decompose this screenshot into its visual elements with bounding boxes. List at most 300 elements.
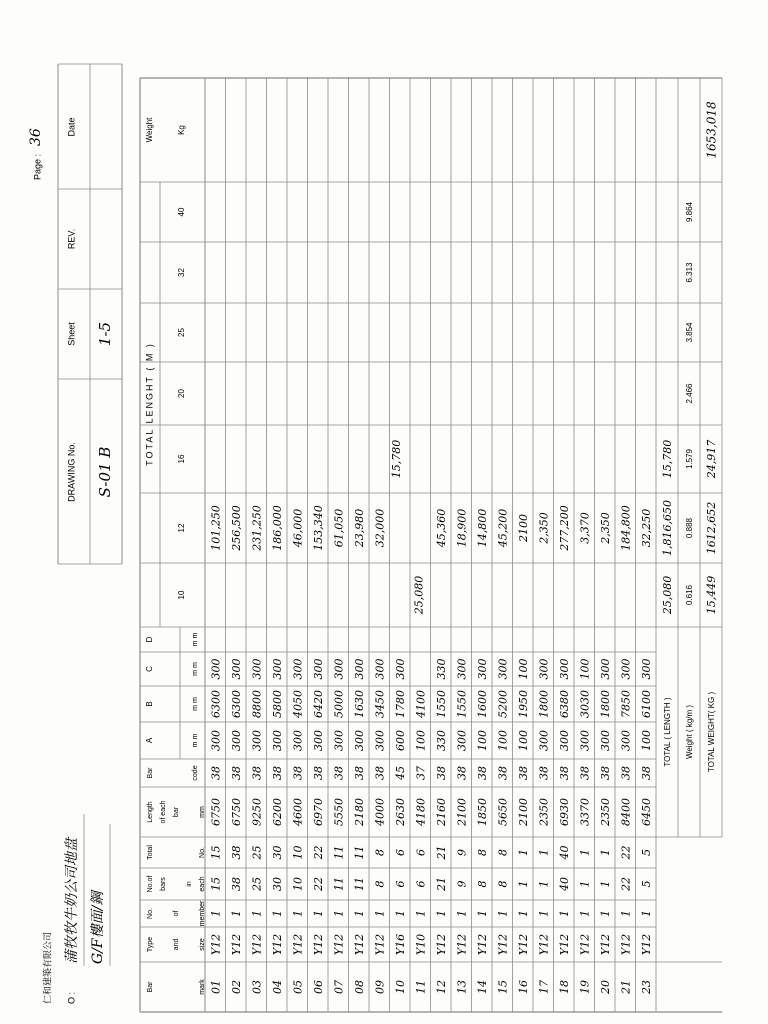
cell-total: 8 [373,849,387,856]
drawing-label: DRAWING No. [66,442,77,502]
cell-type: Y12 [311,933,325,956]
cell-total: 30 [270,845,284,860]
company-name: 仁和建築有限公司 [42,931,53,1004]
cell-a: 300 [311,730,325,751]
cell-b: 5800 [270,690,284,718]
cell-b: 7850 [619,690,633,718]
cell-bars: 1 [598,880,612,888]
cell-b: 3450 [373,690,387,718]
cell-b: 4050 [291,690,305,718]
header-label: each [198,876,206,892]
cell-b: 6100 [639,690,653,718]
diameter-16: 16 [177,454,187,464]
cell-mark: 21 [619,980,633,994]
cell-code: 38 [639,766,653,780]
cell-type: Y12 [455,933,469,956]
cell-a: 300 [332,730,346,751]
weight-per-m-d12: 0.888 [685,517,695,539]
cell-a: 300 [537,730,551,751]
cell-c: 300 [496,658,510,680]
cell-members: 1 [332,910,346,917]
cell-bars: 21 [434,877,448,891]
project-prefix: O : [66,991,77,1004]
cell-b: 1800 [537,690,551,718]
cell-length: 2100 [516,798,530,826]
cell-type: Y12 [209,933,223,956]
cell-a: 330 [434,730,448,751]
dim-unit-a: m m [191,733,199,748]
header-label: Bar [146,981,154,993]
cell-a: 300 [557,730,571,751]
shape-header: Bar [146,767,154,779]
cell-b: 1780 [393,690,407,718]
cell-mark: 11 [414,980,428,994]
cell-total: 10 [291,845,305,860]
header-label: member [198,900,206,927]
cell-code: 37 [414,766,428,780]
grand-total-weight: 1653,018 [704,101,719,159]
cell-c: 300 [352,658,366,680]
total-weight-d12: 1612,652 [705,501,718,555]
cell-bars: 5 [639,880,653,888]
cell-length: 4180 [414,798,428,826]
total-weight-d16: 24,917 [705,439,718,479]
cell-mark: 08 [352,980,366,994]
cell-length: 6750 [229,798,243,826]
header-label: bars [159,877,167,891]
diameter-20: 20 [177,389,187,398]
cell-mark: 16 [516,980,530,994]
cell-length: 2100 [455,798,469,826]
cell-a: 300 [598,730,612,751]
cell-members: 1 [393,910,407,917]
cell-members: 1 [639,910,653,917]
cell-code: 38 [537,766,551,780]
cell-length: 2350 [537,798,551,826]
cell-length: 2630 [393,798,407,826]
cell-members: 1 [373,910,387,917]
cell-a: 100 [496,730,510,751]
cell-tl12: 231,250 [250,505,264,551]
cell-code: 38 [311,766,325,780]
diameter-32: 32 [177,268,187,277]
cell-bars: 40 [557,877,571,891]
sheet-number: 1-5 [96,321,114,347]
cell-mark: 14 [475,980,489,994]
cell-mark: 02 [229,980,243,994]
cell-length: 6750 [209,798,223,826]
summary-label-total-weight: TOTAL WEIGHT( KG ) [707,691,717,773]
cell-total: 1 [598,849,612,856]
dim-unit-c: m m [191,662,199,676]
cell-type: Y16 [393,933,407,956]
date-label: Date [66,117,77,137]
cell-b: 6300 [209,690,223,718]
header-label: of [172,910,180,917]
cell-c: 300 [332,658,346,680]
cell-c: 300 [250,658,264,680]
cell-members: 1 [291,910,305,917]
cell-length: 6970 [311,798,325,826]
cell-tl12: 32,250 [639,508,653,548]
cell-code: 38 [209,766,223,780]
cell-a: 300 [209,730,223,751]
cell-a: 300 [373,730,387,751]
cell-bars: 25 [250,877,264,891]
cell-b: 6420 [311,690,325,718]
weight-per-m-d16: 1.579 [685,448,695,470]
cell-bars: 8 [496,880,510,888]
header-label: bar [172,806,180,818]
cell-total: 9 [455,849,469,856]
cell-a: 100 [414,730,428,751]
cell-bars: 30 [270,877,284,891]
cell-c: 330 [434,658,448,680]
cell-c: 100 [516,658,530,680]
cell-bars: 10 [291,877,305,891]
header-label: in [185,881,193,887]
sheet-label: Sheet [66,322,77,346]
cell-length: 8400 [619,798,633,826]
cell-mark: 23 [639,980,653,994]
cell-tl12: 256,500 [229,505,243,551]
cell-c: 300 [291,658,305,680]
cell-length: 3370 [578,798,592,826]
dim-unit-d: m m [191,632,199,647]
cell-total: 1 [516,849,530,856]
cell-total: 38 [229,845,243,860]
cell-a: 100 [475,730,489,751]
cell-mark: 20 [598,980,612,994]
cell-members: 1 [619,910,633,917]
cell-b: 6380 [557,690,571,718]
cell-code: 38 [373,766,387,780]
cell-members: 1 [270,910,284,917]
dim-header-c: C [145,666,155,672]
cell-b: 1550 [455,690,469,718]
cell-tl12: 45,360 [434,508,448,548]
header-label: size [198,938,206,951]
cell-total: 6 [414,849,428,856]
cell-b: 6300 [229,690,243,718]
cell-a: 300 [619,730,633,751]
cell-total: 25 [250,845,264,860]
rev-label: REV. [66,228,77,250]
cell-bars: 11 [352,877,366,891]
header-label: No.of [146,875,154,893]
cell-tl12: 153,340 [311,505,325,551]
total-length-d16: 15,780 [661,439,674,479]
cell-tl12: 61,050 [332,508,346,548]
cell-bars: 1 [578,880,592,888]
cell-mark: 06 [311,980,325,994]
cell-tl12: 14,800 [475,508,489,548]
weight-per-m-d20: 2.466 [685,383,695,404]
cell-code: 38 [455,766,469,780]
cell-length: 6200 [270,798,284,826]
cell-tl16: 15,780 [389,439,403,479]
cell-total: 22 [311,845,325,860]
cell-length: 2350 [598,798,612,826]
cell-members: 1 [475,910,489,917]
cell-c: 300 [537,658,551,680]
cell-b: 1950 [516,690,530,718]
cell-b: 1800 [598,690,612,718]
weight-per-m-d40: 9.864 [685,201,695,223]
cell-tl12: 23,980 [352,508,366,548]
cell-bars: 8 [373,880,387,888]
cell-mark: 17 [537,980,551,994]
cell-c: 100 [578,658,592,680]
cell-type: Y12 [639,933,653,956]
cell-type: Y12 [270,933,284,956]
cell-mark: 07 [332,980,346,994]
cell-tl12: 32,000 [373,508,387,548]
cell-code: 38 [270,766,284,780]
cell-length: 1850 [475,798,489,826]
cell-mark: 04 [270,980,284,994]
cell-c: 300 [619,658,633,680]
total-weight-d10: 15,449 [705,575,718,615]
cell-b: 5200 [496,690,510,718]
cell-type: Y12 [619,933,633,956]
weight-per-m-d10: 0.616 [685,584,695,606]
cell-tl12: 277,200 [557,505,571,551]
cell-members: 1 [496,910,510,917]
cell-type: Y12 [496,933,510,956]
cell-members: 1 [250,910,264,917]
cell-bars: 22 [311,877,325,891]
cell-members: 1 [578,910,592,917]
cell-bars: 11 [332,877,346,891]
cell-length: 4600 [291,798,305,826]
cell-members: 1 [557,910,571,917]
cell-c: 300 [598,658,612,680]
cell-total: 40 [557,845,571,860]
diameter-40: 40 [177,207,187,217]
cell-tl12: 2,350 [537,512,551,544]
dim-header-d: D [145,636,155,643]
project-name: 蒲牧牧牛奶公司地盘 [64,838,80,964]
total-length-d12: 1,816,650 [661,500,674,556]
cell-a: 300 [352,730,366,751]
cell-code: 38 [475,766,489,780]
cell-code: 38 [332,766,346,780]
cell-c: 300 [270,658,284,680]
cell-tl12: 46,000 [291,508,305,548]
drawing-number: S-01 B [96,446,114,498]
cell-a: 300 [455,730,469,751]
header-label: mark [198,979,206,995]
cell-code: 38 [496,766,510,780]
cell-a: 100 [516,730,530,751]
cell-tl12: 184,800 [619,505,633,551]
cell-type: Y10 [414,933,428,956]
cell-code: 45 [393,766,407,780]
cell-mark: 19 [578,980,592,994]
cell-b: 3030 [578,690,592,718]
summary-label-total-length: TOTAL ( LENGTH ) [663,697,673,767]
cell-code: 38 [598,766,612,780]
weight-header: Weight [145,117,155,143]
cell-c: 300 [455,658,469,680]
cell-length: 4000 [373,798,387,826]
header-label: Type [146,936,154,953]
cell-b: 1630 [352,690,366,718]
cell-code: 38 [619,766,633,780]
cell-mark: 13 [455,980,469,994]
cell-c: 300 [475,658,489,680]
cell-bars: 8 [475,880,489,888]
cell-members: 1 [434,910,448,917]
cell-total: 8 [496,849,510,856]
weight-unit: Kg [177,125,187,135]
cell-code: 38 [291,766,305,780]
cell-c: 300 [639,658,653,680]
cell-a: 300 [229,730,243,751]
cell-mark: 18 [557,980,571,994]
header-label: Length [146,801,154,823]
cell-type: Y12 [291,933,305,956]
cell-code: 38 [434,766,448,780]
cell-total: 11 [352,845,366,860]
cell-c: 300 [373,658,387,680]
cell-total: 15 [209,845,223,860]
page-label: Page : [32,154,43,181]
cell-b: 5000 [332,690,346,718]
cell-mark: 15 [496,980,510,994]
cell-tl12: 2,350 [598,512,612,544]
header-label: No. [146,908,154,919]
dim-unit-b: m m [191,697,199,711]
diameter-12: 12 [177,523,187,533]
cell-members: 1 [455,910,469,917]
cell-code: 38 [557,766,571,780]
diameter-25: 25 [177,328,187,337]
cell-b: 1600 [475,690,489,718]
cell-type: Y12 [537,933,551,956]
cell-tl12: 2100 [516,514,530,542]
cell-bars: 1 [537,880,551,888]
cell-type: Y12 [598,933,612,956]
cell-members: 1 [209,910,223,917]
cell-bars: 9 [455,880,469,888]
location-name: G/F樓面/鋼 [90,891,106,964]
cell-mark: 10 [393,980,407,994]
cell-total: 1 [578,849,592,856]
cell-type: Y12 [516,933,530,956]
cell-code: 38 [352,766,366,780]
cell-members: 1 [516,910,530,917]
cell-tl10: 25,080 [412,575,426,615]
cell-type: Y12 [557,933,571,956]
header-label: of each [159,800,167,824]
cell-mark: 09 [373,980,387,994]
cell-c: 300 [229,658,243,680]
cell-c: 300 [393,658,407,680]
cell-b: 4100 [414,690,428,718]
header-label: mm [198,806,206,818]
cell-a: 300 [250,730,264,751]
cell-total: 21 [434,845,448,860]
cell-total: 5 [639,849,653,856]
cell-bars: 6 [393,880,407,888]
cell-tl12: 45,200 [496,508,510,548]
cell-type: Y12 [373,933,387,956]
cell-type: Y12 [332,933,346,956]
cell-length: 6450 [639,798,653,826]
cell-length: 5650 [496,798,510,826]
cell-type: Y12 [578,933,592,956]
cell-bars: 6 [414,880,428,888]
cell-bars: 1 [516,880,530,888]
cell-total: 22 [619,845,633,860]
shape-code-header: code [191,765,199,781]
cell-tl12: 3,370 [578,512,592,544]
cell-a: 600 [393,730,407,751]
page-number: 36 [28,128,44,146]
dim-header-a: A [145,737,155,744]
weight-per-m-d25: 3.854 [685,322,695,343]
cell-a: 300 [270,730,284,751]
cell-bars: 38 [229,877,243,891]
cell-length: 2160 [434,798,448,826]
cell-type: Y12 [229,933,243,956]
cell-total: 6 [393,849,407,856]
cell-c: 300 [209,658,223,680]
cell-bars: 22 [619,877,633,891]
cell-code: 38 [250,766,264,780]
cell-c: 300 [311,658,325,680]
cell-b: 1550 [434,690,448,718]
cell-mark: 05 [291,980,305,994]
cell-tl12: 101,250 [209,505,223,551]
cell-mark: 01 [209,980,223,994]
cell-length: 2180 [352,798,366,826]
cell-type: Y12 [434,933,448,956]
cell-members: 1 [311,910,325,917]
cell-a: 300 [578,730,592,751]
dim-header-b: B [145,701,155,707]
cell-type: Y12 [250,933,264,956]
header-label: Total [146,845,154,860]
cell-code: 38 [516,766,530,780]
cell-tl12: 186,000 [270,505,284,551]
cell-bars: 15 [209,877,223,891]
cell-members: 1 [352,910,366,917]
sheet-header [28,117,114,1004]
cell-c: 300 [557,658,571,680]
cell-type: Y12 [475,933,489,956]
cell-b: 8800 [250,690,264,718]
total-length-header: TOTAL LENGHT ( M ) [144,342,155,466]
cell-tl12: 18,900 [455,508,469,548]
weight-per-m-d32: 6.313 [685,262,695,283]
cell-members: 1 [537,910,551,917]
diameter-10: 10 [177,590,187,600]
cell-length: 9250 [250,798,264,826]
cell-length: 5550 [332,798,346,826]
cell-members: 1 [229,910,243,917]
cell-members: 1 [414,910,428,917]
cell-members: 1 [598,910,612,917]
header-label: and [172,938,180,951]
total-length-d10: 25,080 [661,575,674,615]
cell-length: 6930 [557,798,571,826]
header-label: No. [198,847,206,858]
table-text [144,101,718,995]
cell-mark: 12 [434,980,448,994]
